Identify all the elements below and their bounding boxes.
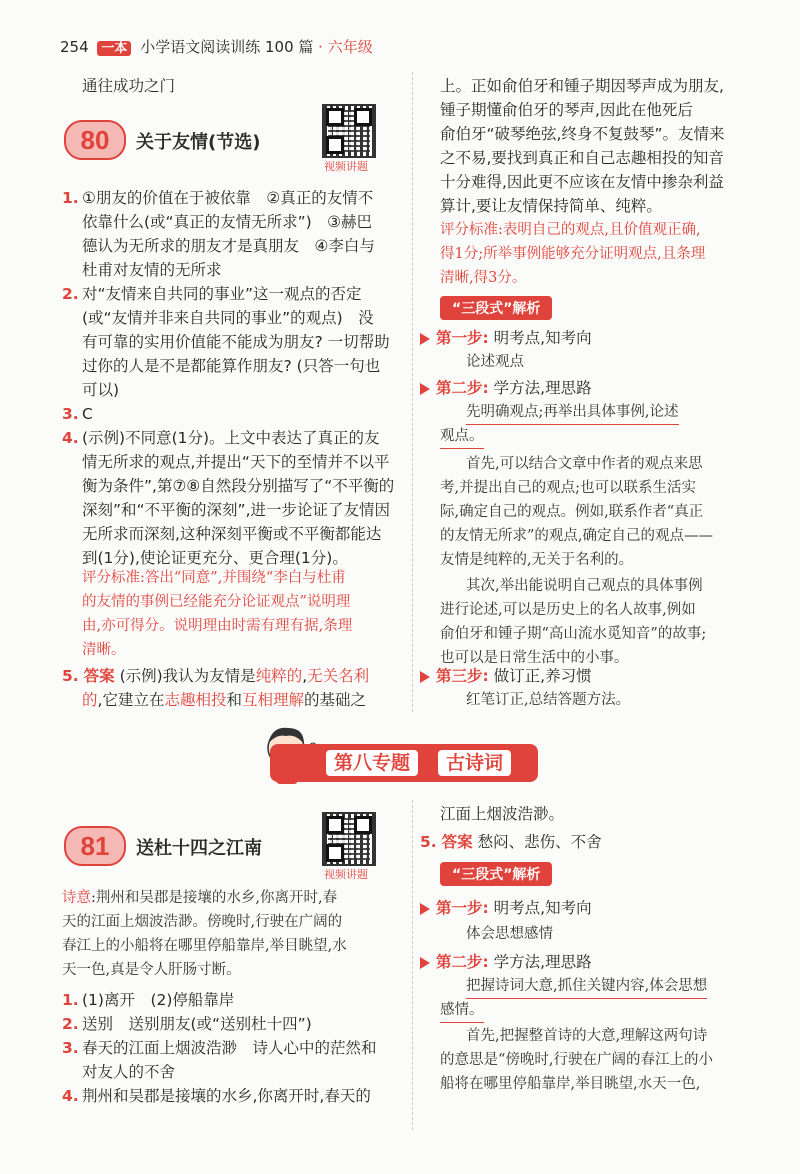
meaning-label: 诗意	[62, 890, 91, 906]
scoring-line: 得1分;所举事例能够充分证明观点,且条理	[440, 246, 706, 262]
grade-dot: ·	[318, 38, 323, 56]
scoring-line: 清晰。	[82, 642, 126, 658]
answer-5-cont	[82, 688, 366, 712]
answer-text: 愁闷、悲伤、不舍	[477, 833, 602, 851]
meaning-text: 天一色,真是令人肝肠寸断。	[62, 962, 241, 978]
analysis-tag: “三段式”解析	[440, 862, 552, 886]
unit-number-badge: 81	[64, 826, 126, 866]
handwritten-line: 先明确观点;再举出具体事例,论述	[466, 400, 679, 425]
step-label: 第二步:	[436, 953, 489, 971]
step-1	[420, 896, 592, 918]
brand-logo: 一本	[97, 41, 131, 56]
answer-number: 5.	[420, 833, 437, 851]
banner-topic: 第八专题	[326, 750, 418, 776]
answer-5	[62, 664, 369, 688]
unit-title: 关于友情(节选)	[136, 132, 261, 153]
answer-line: 对友人的不舍	[82, 1063, 176, 1081]
answer-label: 答案	[441, 833, 473, 851]
meaning-text: :荆州和吴郡是接壤的水乡,你离开时,春	[91, 890, 338, 906]
handwritten-line: 感情。	[440, 998, 484, 1023]
column-divider	[412, 800, 413, 1130]
handwritten-line: 首先,把握整首诗的大意,理解这两句诗	[466, 1028, 708, 1044]
unit-title: 送杜十四之江南	[136, 838, 262, 859]
handwritten-line: 友情是纯粹的,无关于名利的。	[440, 552, 634, 568]
answer-line: 之不易,要找到真正和自己志趣相投的知音	[440, 149, 724, 167]
step-body: 红笔订正,总结答题方法。	[466, 692, 631, 708]
answer-line: 有可靠的实用价值能不能成为朋友? 一切帮助	[82, 333, 390, 351]
answer-line: 十分难得,因此更不应该在友情中掺杂利益	[440, 173, 724, 191]
answer-number: 2.	[62, 1015, 79, 1033]
qr-caption: 视频讲题	[324, 868, 368, 881]
answer-line: 荆州和吴郡是接壤的水乡,你离开时,春天的	[82, 1087, 371, 1105]
handwritten-line: 际,确定自己的观点。例如,联系作者“真正	[440, 504, 704, 520]
step-body: 论述观点	[466, 354, 524, 370]
meaning-text: 春江上的小船将在哪里停船靠岸,举目眺望,水	[62, 938, 347, 954]
answer-line: 算计,要让友情保持简单、纯粹。	[440, 197, 662, 215]
handwritten-line: 首先,可以结合文章中作者的观点来思	[466, 456, 703, 472]
answer-line: 锺子期懂俞伯牙的琴声,因此在他死后	[440, 101, 693, 119]
handwritten-line: 其次,举出能说明自己观点的具体事例	[466, 578, 703, 594]
answer-line: 杜甫对友情的无所求	[82, 261, 222, 279]
answer-highlight: 纯粹的	[255, 667, 303, 685]
step-title: 明考点,知考向	[493, 899, 592, 917]
step-arrow-icon	[420, 383, 430, 395]
page-number: 254	[60, 38, 89, 56]
answer-line: 到(1分),使论证更充分、更合理(1分)。	[82, 549, 348, 567]
step-label: 第一步:	[436, 899, 489, 917]
answer-line: 无所求而深刻,这种深刻平衡或不平衡都能达	[82, 525, 382, 543]
answer-text: (示例)我认为友情是	[119, 667, 256, 685]
answer-line: 上。正如俞伯牙和锺子期因琴声成为朋友,	[440, 77, 724, 95]
answer-number: 4.	[62, 429, 79, 447]
handwritten-line: 的友情无所求”的观点,确定自己的观点——	[440, 528, 714, 544]
step-2	[420, 950, 592, 972]
unit-number-badge: 80	[64, 120, 126, 160]
step-arrow-icon	[420, 903, 430, 915]
previous-title: 通往成功之门	[82, 77, 176, 95]
step-title: 明考点,知考向	[493, 329, 592, 347]
answer-number: 1.	[62, 189, 79, 207]
book-title: 小学语文阅读训练 100 篇	[140, 38, 314, 56]
answer-line: (或“友情并非来自共同的事业”的观点) 没	[82, 309, 374, 327]
step-label: 第二步:	[436, 379, 489, 397]
scoring-line: 清晰,得3分。	[440, 270, 527, 286]
answer-5	[420, 830, 602, 854]
banner-subject: 古诗词	[438, 750, 511, 776]
step-label: 第一步:	[436, 329, 489, 347]
answer-number: 2.	[62, 285, 79, 303]
step-label: 第三步:	[436, 667, 489, 685]
scoring-line: 由,亦可得分。说明理由时需有理有据,条理	[82, 618, 353, 634]
scoring-line: 评分标准:表明自己的观点,且价值观正确,	[440, 222, 701, 238]
answer-line: 送别 送别朋友(或“送别杜十四”)	[82, 1015, 312, 1033]
scoring-line: 评分标准:答出“同意”,并围绕“李白与杜甫	[82, 570, 346, 586]
answer-highlight: 的	[82, 691, 98, 709]
column-divider	[412, 72, 413, 712]
answer-number: 5.	[62, 667, 79, 685]
step-2	[420, 376, 592, 398]
answer-label: 答案	[83, 667, 115, 685]
handwritten-line: 也可以是日常生活中的小事。	[440, 650, 629, 666]
handwritten-line: 考,并提出自己的观点;也可以联系生活实	[440, 480, 696, 496]
answer-highlight: 无关名利	[307, 667, 370, 685]
answer-line: C	[82, 405, 93, 423]
answer-number: 3.	[62, 405, 79, 423]
handwritten-line: 俞伯牙和锺子期“高山流水觅知音”的故事;	[440, 626, 707, 642]
answer-line: (示例)不同意(1分)。上文中表达了真正的友	[82, 429, 380, 447]
answer-line: 情无所求的观点,并提出“天下的至情并不以平	[82, 453, 390, 471]
handwritten-line: 船将在哪里停船靠岸,举目眺望,水天一色,	[440, 1076, 701, 1092]
answer-line: 衡为条件”,第⑦⑧自然段分别描写了“不平衡的	[82, 477, 395, 495]
answer-line: 深刻”和“不平衡的深刻”,进一步论证了友情因	[82, 501, 391, 519]
answer-text: 和	[226, 691, 242, 709]
answer-line: 德认为无所求的朋友才是真朋友 ④李白与	[82, 237, 375, 255]
page-header	[60, 36, 373, 57]
answer-highlight: 互相理解	[241, 691, 304, 709]
step-1	[420, 326, 592, 348]
poem-meaning-line	[62, 958, 241, 982]
answer-text: 的基础之	[304, 691, 367, 709]
answer-text: ,	[302, 667, 308, 685]
qr-code-icon[interactable]	[322, 104, 376, 158]
handwritten-line: 的意思是“傍晚时,行驶在广阔的春江上的小	[440, 1052, 714, 1068]
poem-meaning-line	[62, 910, 342, 934]
answer-number: 1.	[62, 991, 79, 1009]
answer-line: 过你的人是不是都能算作朋友? (只答一句也	[82, 357, 381, 375]
handwritten-line: 观点。	[440, 424, 484, 449]
qr-caption: 视频讲题	[324, 160, 368, 173]
step-arrow-icon	[420, 671, 430, 683]
handwritten-line: 进行论述,可以是历史上的名人故事,例如	[440, 602, 696, 618]
step-title: 做订正,养习惯	[493, 667, 592, 685]
poem-meaning-line	[62, 934, 347, 958]
section-banner	[270, 744, 538, 782]
answer-line: 依靠什么(或“真正的友情无所求”) ③赫巴	[82, 213, 373, 231]
step-3	[420, 664, 592, 686]
answer-line: 可以)	[82, 381, 120, 399]
step-arrow-icon	[420, 333, 430, 345]
scoring-line: 的友情的事例已经能充分论证观点”说明理	[82, 594, 351, 610]
qr-code-icon[interactable]	[322, 812, 376, 866]
step-title: 学方法,理思路	[493, 379, 592, 397]
poem-meaning-line	[62, 886, 337, 910]
answer-line: 春天的江面上烟波浩渺 诗人心中的茫然和	[82, 1039, 377, 1057]
meaning-text: 天的江面上烟波浩渺。傍晚时,行驶在广阔的	[62, 914, 343, 930]
answer-text: ,它建立在	[97, 691, 165, 709]
answer-highlight: 志趣相投	[164, 691, 227, 709]
answer-number: 4.	[62, 1087, 79, 1105]
answer-line: 对“友情来自共同的事业”这一观点的否定	[82, 285, 362, 303]
step-body: 体会思想感情	[466, 926, 553, 942]
grade-label: 六年级	[327, 38, 373, 56]
step-arrow-icon	[420, 957, 430, 969]
answer-line: (1)离开 (2)停船靠岸	[82, 991, 235, 1009]
step-title: 学方法,理思路	[493, 953, 592, 971]
answer-line: ①朋友的价值在于被依靠 ②真正的友情不	[82, 189, 374, 207]
answer-continuation: 江面上烟波浩渺。	[440, 805, 565, 823]
answer-number: 3.	[62, 1039, 79, 1057]
answer-line: 俞伯牙“破琴绝弦,终身不复鼓琴”。友情来	[440, 125, 725, 143]
handwritten-line: 把握诗词大意,抓住关键内容,体会思想	[466, 974, 707, 999]
analysis-tag: “三段式”解析	[440, 296, 552, 320]
